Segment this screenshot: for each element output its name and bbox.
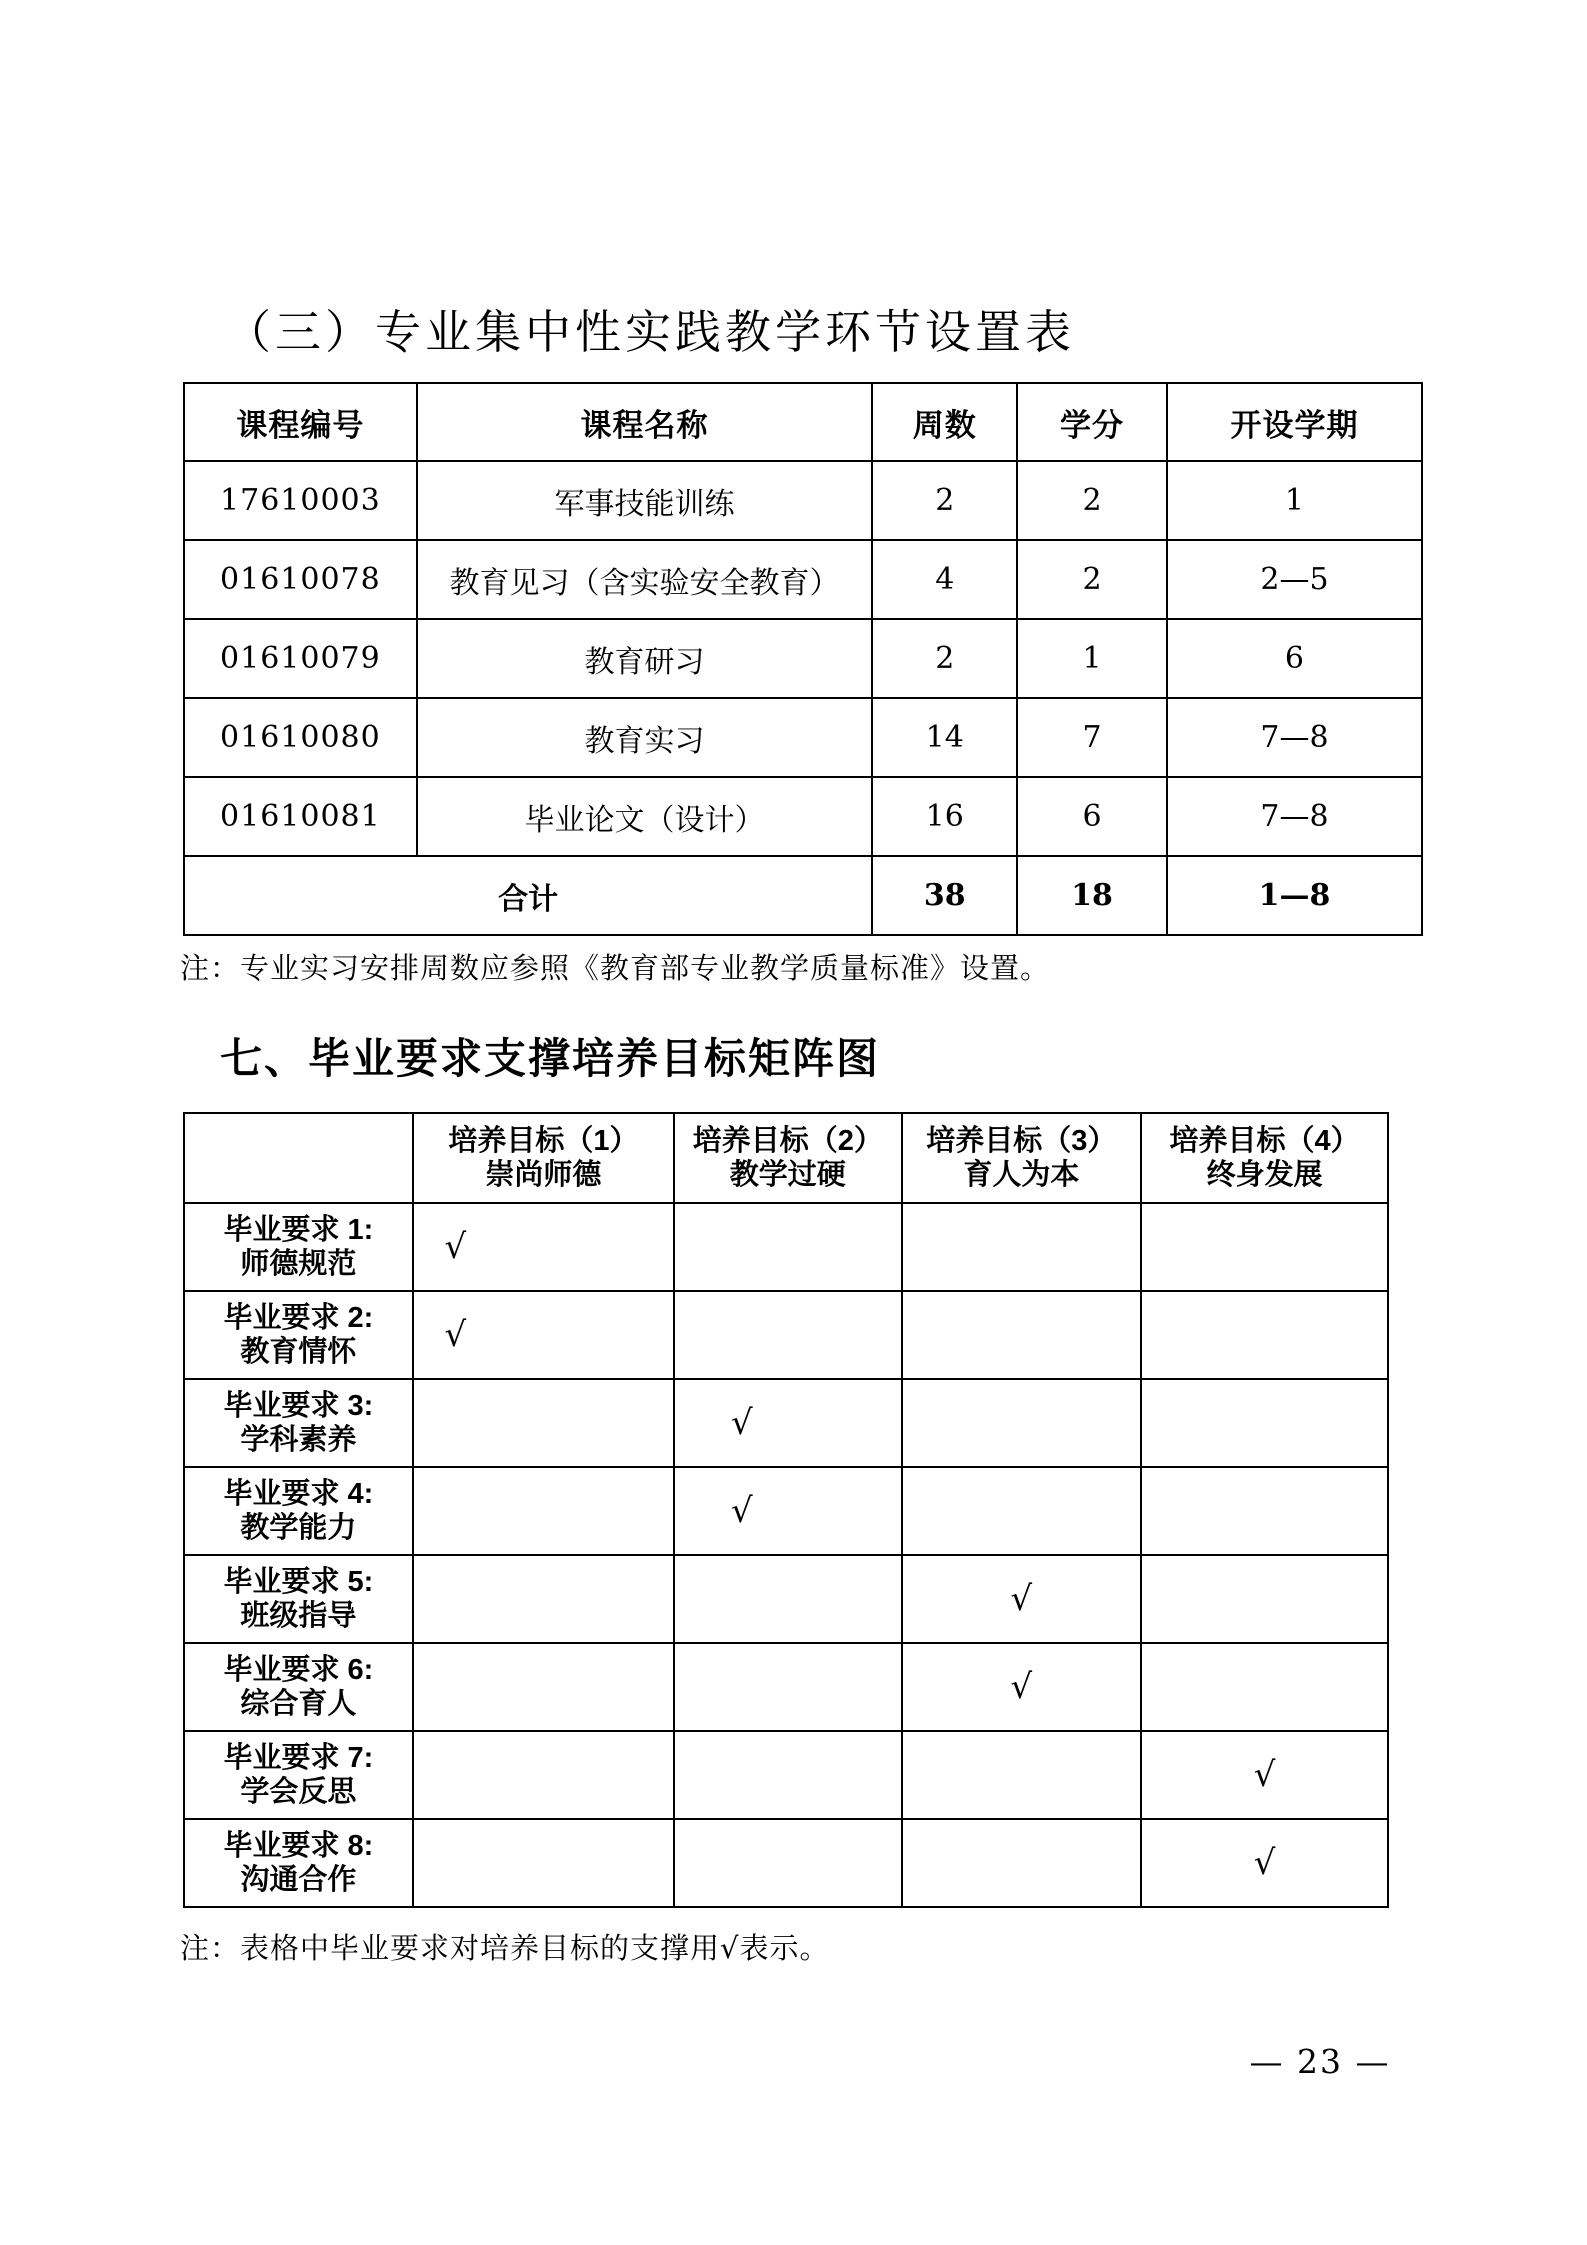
col-header-course-name: 课程名称 — [417, 383, 873, 461]
total-semester-cell: 1—8 — [1167, 856, 1422, 935]
semester-cell: 7—8 — [1167, 698, 1422, 777]
check-mark: √ — [730, 1491, 753, 1531]
check-cell — [902, 1643, 1142, 1731]
check-cell — [674, 1731, 902, 1819]
table-row — [184, 698, 1422, 777]
goal-title: 培养目标（4） — [1169, 1124, 1360, 1157]
practice-course-table — [183, 382, 1423, 936]
col-header-credits: 学分 — [1017, 383, 1167, 461]
matrix-row — [184, 1203, 1388, 1291]
requirement-header-cell: 毕业要求 3: 学科素养 — [184, 1379, 413, 1467]
semester-cell: 2—5 — [1167, 540, 1422, 619]
table-row — [184, 540, 1422, 619]
col-header-course-code: 课程编号 — [184, 383, 417, 461]
course-code-cell: 01610081 — [184, 777, 417, 856]
credits-cell: 2 — [1017, 461, 1167, 540]
check-cell — [1141, 1467, 1388, 1555]
check-cell — [1141, 1731, 1388, 1819]
check-cell — [1141, 1203, 1388, 1291]
course-name-cell: 教育研习 — [417, 619, 873, 698]
check-mark: √ — [1010, 1667, 1033, 1707]
credits-cell: 2 — [1017, 540, 1167, 619]
check-cell — [902, 1291, 1142, 1379]
page-number: — 23 — — [1249, 2042, 1391, 2081]
check-cell — [674, 1379, 902, 1467]
course-code-cell: 17610003 — [184, 461, 417, 540]
matrix-row — [184, 1643, 1388, 1731]
goal-1-header — [413, 1113, 674, 1203]
check-cell — [1141, 1643, 1388, 1731]
check-cell — [1141, 1291, 1388, 1379]
goal-title: 培养目标（3） — [926, 1124, 1117, 1157]
check-cell — [674, 1203, 902, 1291]
goal-subtitle: 教学过硬 — [729, 1159, 846, 1191]
section-3-title: （三）专业集中性实践教学环节设置表 — [225, 305, 1075, 359]
total-credits-cell: 18 — [1017, 856, 1167, 935]
check-cell — [902, 1203, 1142, 1291]
matrix-row — [184, 1379, 1388, 1467]
check-cell — [902, 1819, 1142, 1907]
total-label-cell: 合计 — [184, 856, 872, 935]
course-name-cell: 毕业论文（设计） — [417, 777, 873, 856]
check-mark: √ — [1253, 1843, 1276, 1883]
requirement-goal-matrix-table — [183, 1112, 1389, 1908]
check-cell — [674, 1819, 902, 1907]
course-code-cell: 01610078 — [184, 540, 417, 619]
goal-subtitle: 育人为本 — [963, 1159, 1080, 1191]
practice-table-note: 注：专业实习安排周数应参照《教育部专业教学质量标准》设置。 — [180, 951, 1051, 985]
matrix-row — [184, 1467, 1388, 1555]
course-name-cell: 教育实习 — [417, 698, 873, 777]
check-mark: √ — [1010, 1579, 1033, 1619]
total-row — [184, 856, 1422, 935]
check-cell — [413, 1819, 674, 1907]
matrix-row — [184, 1291, 1388, 1379]
table-row — [184, 777, 1422, 856]
matrix-row — [184, 1819, 1388, 1907]
weeks-cell: 4 — [872, 540, 1017, 619]
matrix-table-note: 注：表格中毕业要求对培养目标的支撑用√表示。 — [180, 1931, 830, 1965]
check-mark: √ — [444, 1227, 467, 1267]
check-cell — [674, 1555, 902, 1643]
check-cell — [1141, 1555, 1388, 1643]
check-cell — [1141, 1379, 1388, 1467]
check-cell — [413, 1203, 674, 1291]
check-cell — [902, 1731, 1142, 1819]
course-name-cell: 军事技能训练 — [417, 461, 873, 540]
goal-3-header — [902, 1113, 1142, 1203]
matrix-row — [184, 1555, 1388, 1643]
table-row — [184, 619, 1422, 698]
goal-4-header — [1141, 1113, 1388, 1203]
check-mark: √ — [730, 1403, 753, 1443]
check-cell — [902, 1379, 1142, 1467]
check-cell — [413, 1291, 674, 1379]
course-name-cell: 教育见习（含实验安全教育） — [417, 540, 873, 619]
requirement-header-cell: 毕业要求 4: 教学能力 — [184, 1467, 413, 1555]
course-code-cell: 01610079 — [184, 619, 417, 698]
requirement-header-cell: 毕业要求 8: 沟通合作 — [184, 1819, 413, 1907]
check-cell — [674, 1643, 902, 1731]
goal-subtitle: 崇尚师德 — [485, 1159, 602, 1191]
weeks-cell: 2 — [872, 461, 1017, 540]
credits-cell: 7 — [1017, 698, 1167, 777]
total-weeks-cell: 38 — [872, 856, 1017, 935]
requirement-header-cell: 毕业要求 6: 综合育人 — [184, 1643, 413, 1731]
table-row — [184, 461, 1422, 540]
semester-cell: 7—8 — [1167, 777, 1422, 856]
semester-cell: 1 — [1167, 461, 1422, 540]
check-cell — [413, 1467, 674, 1555]
credits-cell: 1 — [1017, 619, 1167, 698]
weeks-cell: 14 — [872, 698, 1017, 777]
goal-title: 培养目标（2） — [692, 1124, 883, 1157]
requirement-header-cell: 毕业要求 5: 班级指导 — [184, 1555, 413, 1643]
check-cell — [413, 1731, 674, 1819]
semester-cell: 6 — [1167, 619, 1422, 698]
requirement-header-cell: 毕业要求 1: 师德规范 — [184, 1203, 413, 1291]
check-cell — [1141, 1819, 1388, 1907]
matrix-corner-cell — [184, 1113, 413, 1203]
goal-2-header — [674, 1113, 902, 1203]
course-code-cell: 01610080 — [184, 698, 417, 777]
check-cell — [413, 1555, 674, 1643]
weeks-cell: 2 — [872, 619, 1017, 698]
check-cell — [902, 1467, 1142, 1555]
check-cell — [674, 1291, 902, 1379]
check-cell — [674, 1467, 902, 1555]
check-mark: √ — [1253, 1755, 1276, 1795]
section-7-title: 七、毕业要求支撑培养目标矩阵图 — [220, 1035, 881, 1082]
col-header-semester: 开设学期 — [1167, 383, 1422, 461]
check-mark: √ — [444, 1315, 467, 1355]
requirement-header-cell: 毕业要求 2: 教育情怀 — [184, 1291, 413, 1379]
check-cell — [902, 1555, 1142, 1643]
goal-title: 培养目标（1） — [448, 1124, 639, 1157]
matrix-header-row — [184, 1113, 1388, 1203]
matrix-row — [184, 1731, 1388, 1819]
col-header-weeks: 周数 — [872, 383, 1017, 461]
goal-subtitle: 终身发展 — [1206, 1159, 1323, 1191]
check-cell — [413, 1379, 674, 1467]
course-table-header-row — [184, 383, 1422, 461]
credits-cell: 6 — [1017, 777, 1167, 856]
weeks-cell: 16 — [872, 777, 1017, 856]
check-cell — [413, 1643, 674, 1731]
requirement-header-cell: 毕业要求 7: 学会反思 — [184, 1731, 413, 1819]
